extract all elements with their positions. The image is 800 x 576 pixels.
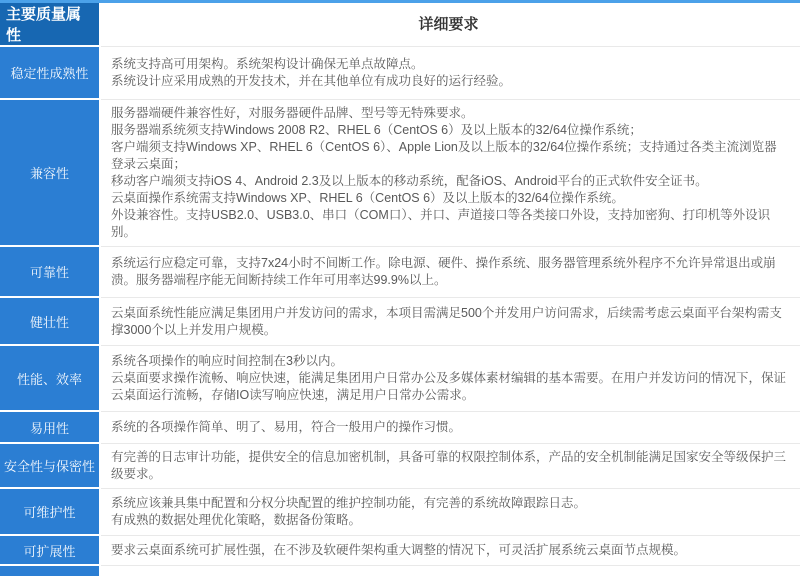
requirement-cell <box>101 444 800 489</box>
table-row <box>0 47 800 100</box>
table-row <box>0 412 800 444</box>
attribute-label <box>0 566 101 576</box>
attribute-label: 易用性 <box>0 412 101 444</box>
attribute-column-header: 主要质量属性 <box>0 3 101 47</box>
requirement-text: 有成熟的数据处理优化策略，数据备份策略。 <box>111 513 362 527</box>
requirement-text: 要求云桌面系统可扩展性强，在不涉及软硬件架构重大调整的情况下，可灵活扩展系统云桌面节点规模。 <box>111 543 687 557</box>
table-row <box>0 489 800 536</box>
attribute-label: 安全性与保密性 <box>0 444 101 489</box>
requirement-text: 云桌面系统性能应满足集团用户并发访问的需求，本项目需满足500个并发用户访问需求，后续需考虑云桌面平台架构需支撑3000个以上并发用户规模。 <box>111 305 782 337</box>
attribute-label: 可扩展性 <box>0 536 101 566</box>
requirements-column-header: 详细要求 <box>101 3 800 47</box>
table-row <box>0 536 800 566</box>
requirement-cell <box>101 566 800 576</box>
attribute-label: 可维护性 <box>0 489 101 536</box>
requirement-cell <box>101 247 800 298</box>
requirement-text: 客户端须支持Windows XP、RHEL 6（CentOS 6）、Apple Lion及以上版本的32/64位操作系统；支持通过各类主流浏览器登录云桌面； <box>111 140 777 171</box>
requirement-text: 云桌面操作系统需支持Windows XP、RHEL 6（CentOS 6）及以上版本的32/64位操作系统。 <box>111 191 624 205</box>
requirement-cell <box>101 536 800 566</box>
attribute-label: 健壮性 <box>0 298 101 346</box>
requirement-cell <box>101 346 800 412</box>
requirement-text: 系统设计应采用成熟的开发技术，并在其他单位有成功良好的运行经验。 <box>111 74 512 88</box>
table-row <box>0 247 800 298</box>
table-header-row <box>0 3 800 47</box>
attribute-label: 可靠性 <box>0 247 101 298</box>
requirement-text: 系统运行应稳定可靠，支持7x24小时不间断工作。除电源、硬件、操作系统、服务器管理系统外程序不允许异常退出或崩溃。服务器端程序能无间断持续工作年可用率达99.9%以上。 <box>111 256 776 287</box>
requirement-text: 系统各项操作的响应时间控制在3秒以内。 <box>111 354 343 368</box>
requirement-cell <box>101 412 800 444</box>
table-row <box>0 444 800 489</box>
table-row <box>0 100 800 247</box>
requirement-text: 系统支持高可用架构。系统架构设计确保无单点故障点。 <box>111 57 424 71</box>
requirement-cell <box>101 100 800 247</box>
requirement-text: 外设兼容性。支持USB2.0、USB3.0、串口（COM口）、并口、声道接口等各类接口外设，支持加密狗、打印机等外设识别。 <box>111 208 771 239</box>
table-row <box>0 298 800 346</box>
table-row-cutoff <box>0 566 800 576</box>
requirement-text: 服务器端硬件兼容性好，对服务器硬件品牌、型号等无特殊要求。 <box>111 106 474 120</box>
requirement-text: 移动客户端须支持iOS 4、Android 2.3及以上版本的移动系统，配备iOS、Android平台的正式软件安全证书。 <box>111 174 708 188</box>
requirement-cell <box>101 489 800 536</box>
requirement-cell <box>101 298 800 346</box>
requirement-cell <box>101 47 800 100</box>
requirement-text: 系统应该兼具集中配置和分权分块配置的维护控制功能，有完善的系统故障跟踪日志。 <box>111 496 587 510</box>
table-row <box>0 346 800 412</box>
attribute-label: 性能、效率 <box>0 346 101 412</box>
attribute-label: 兼容性 <box>0 100 101 247</box>
requirement-text: 系统的各项操作简单、明了、易用，符合一般用户的操作习惯。 <box>111 420 462 434</box>
requirement-text: 服务器端系统须支持Windows 2008 R2、RHEL 6（CentOS 6）及以上版本的32/64位操作系统； <box>111 123 642 137</box>
requirement-text: 有完善的日志审计功能，提供安全的信息加密机制，具备可靠的权限控制体系，产品的安全机制能满足国家安全等级保护三级要求。 <box>111 450 787 481</box>
attribute-label: 稳定性成熟性 <box>0 47 101 100</box>
requirement-text: 云桌面要求操作流畅、响应快速，能满足集团用户日常办公及多媒体素材编辑的基本需要。在用户并发访问的情况下，保证云桌面运行流畅，存储IO读写响应快速，满足用户日常办公需求。 <box>111 371 787 402</box>
